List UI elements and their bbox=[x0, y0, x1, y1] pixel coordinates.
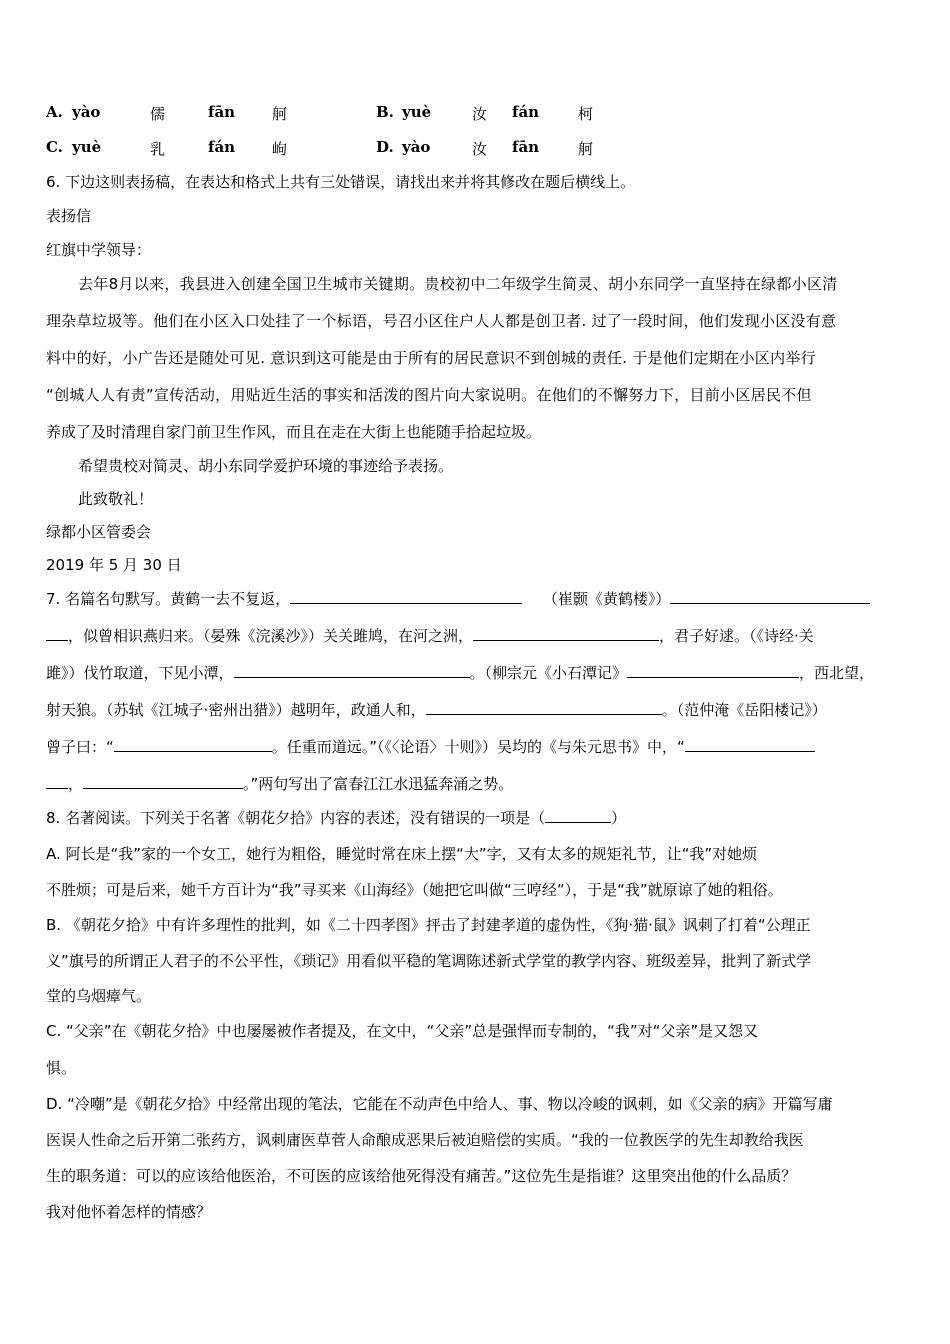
answer-blank[interactable] bbox=[46, 626, 68, 641]
q8-option-line: 生的职务道：可以的应该给他医治，不可医的应该给他死得没有痛苦。”这位先生是指谁？这里突出他的什么品质？ bbox=[46, 1167, 797, 1185]
option-a-label: A. bbox=[46, 103, 63, 121]
q8-option-line: 义”旗号的所谓正人君子的不公平性，《琐记》用看似平稳的笔调陈述新式学堂的教学内容、班级差异，批判了新式学 bbox=[46, 952, 812, 970]
option-b-pinyin1: yuè bbox=[402, 103, 432, 121]
answer-blank[interactable] bbox=[46, 774, 68, 789]
option-a-char2: 舸 bbox=[272, 105, 288, 123]
q7-text: ，君子好逑。（《诗经·关 bbox=[659, 627, 814, 645]
option-c-label: C. bbox=[46, 138, 63, 156]
option-d-label: D. bbox=[376, 138, 394, 156]
q8-option-line: A. 阿长是“我”家的一个女工，她行为粗俗，睡觉时常在床上摆“大”字，又有太多的规矩礼节，让“我”对她烦 bbox=[46, 845, 758, 863]
q8-option-line: 不胜烦；可是后来，她千方百计为“我”寻买来《山海经》（她把它叫做“三哼经”），于是“我”就原谅了她的粗俗。 bbox=[46, 881, 783, 899]
letter-signature: 绿都小区管委会 bbox=[46, 523, 152, 541]
answer-blank[interactable] bbox=[685, 737, 815, 752]
option-d-char1: 汝 bbox=[472, 140, 488, 158]
letter-title: 表扬信 bbox=[46, 207, 92, 225]
q7-text: 7. 名篇名句默写。黄鹤一去不复返， bbox=[46, 590, 291, 608]
q7-text: （崔颢《黄鹤楼》） bbox=[542, 590, 671, 608]
option-c-pinyin2: fán bbox=[208, 138, 236, 156]
q8-prompt-close: ） bbox=[611, 809, 627, 827]
q8-option-line: C. “父亲”在《朝花夕拾》中也屡屡被作者提及，在文中，“父亲”总是强悍而专制的，“我”对“父亲”是又怨又 bbox=[46, 1022, 759, 1040]
option-d-pinyin2: fān bbox=[512, 138, 540, 156]
letter-body-line: 理杂草垃圾等。他们在小区入口处挂了一个标语，号召小区住户人人都是创卫者. 过了一段时间，他们发现小区没有意 bbox=[46, 312, 837, 330]
letter-body-line: 养成了及时清理自家门前卫生作风，而且在走在大街上也能随手拾起垃圾。 bbox=[46, 423, 542, 441]
option-a-pinyin1: yào bbox=[72, 103, 101, 121]
q8-option-line: 我对他怀着怎样的情感？ bbox=[46, 1203, 212, 1221]
q7-text: ，似曾相识燕归来。（晏殊《浣溪沙》）关关雎鸠，在河之洲， bbox=[68, 627, 474, 645]
answer-blank[interactable] bbox=[627, 663, 799, 678]
q7-line-1 bbox=[46, 589, 870, 609]
letter-date: 2019 年 5 月 30 日 bbox=[46, 556, 182, 574]
q7-line-5 bbox=[46, 737, 815, 757]
option-b-pinyin2: fán bbox=[512, 103, 540, 121]
option-b-label: B. bbox=[376, 103, 394, 121]
letter-wish: 希望贵校对简灵、胡小东同学爱护环境的事迹给予表扬。 bbox=[78, 457, 454, 475]
option-d-pinyin1: yào bbox=[402, 138, 431, 156]
option-a-pinyin2: fān bbox=[208, 103, 236, 121]
letter-body-line: 料中的好，小广告还是随处可见. 意识到这可能是由于所有的居民意识不到创城的责任. 于是他们定期在小区内举行 bbox=[46, 349, 816, 367]
q7-text: ，西北望， bbox=[799, 664, 875, 682]
answer-blank[interactable] bbox=[114, 737, 272, 752]
letter-body-line: 去年8月以来，我县进入创建全国卫生城市关键期。贵校初中二年级学生简灵、胡小东同学一直坚持在绿都小区清 bbox=[78, 275, 838, 293]
answer-blank[interactable] bbox=[290, 589, 522, 604]
q7-text: 。（范仲淹《岳阳楼记》） bbox=[661, 701, 827, 719]
letter-salutation: 红旗中学领导： bbox=[46, 241, 152, 259]
answer-blank[interactable] bbox=[426, 700, 662, 715]
answer-blank[interactable] bbox=[670, 589, 870, 604]
answer-blank[interactable] bbox=[83, 774, 243, 789]
q7-text: 。任重而道远。”（《〈论语〉十则》）吴均的《与朱元思书》中，“ bbox=[271, 738, 685, 756]
letter-closing: 此致敬礼！ bbox=[78, 490, 154, 508]
q7-text: 雎》）伐竹取道，下见小潭， bbox=[46, 664, 234, 682]
q7-line-2 bbox=[46, 626, 814, 646]
q7-text: 。”两句写出了富春江江水迅猛奔涌之势。 bbox=[243, 775, 514, 793]
q7-line-4 bbox=[46, 700, 827, 720]
option-c-char1: 乳 bbox=[150, 140, 166, 158]
q7-text: ， bbox=[68, 775, 84, 793]
q7-line-6 bbox=[46, 774, 513, 794]
answer-blank[interactable] bbox=[545, 808, 611, 823]
letter-body-line: “创城人人有责”宣传活动，用贴近生活的事实和活泼的图片向大家说明。在他们的不懈努力下，目前小区居民不但 bbox=[46, 386, 812, 404]
q7-text: 。（柳宗元《小石潭记》 bbox=[469, 664, 628, 682]
q7-text: 射天狼。（苏轼《江城子·密州出猎》）越明年，政通人和， bbox=[46, 701, 426, 719]
q8-option-line: 惧。 bbox=[46, 1059, 77, 1077]
option-c-char2: 岣 bbox=[272, 140, 288, 158]
option-b-char2: 柯 bbox=[578, 105, 594, 123]
q8-prompt bbox=[46, 808, 626, 828]
option-d-char2: 舸 bbox=[578, 140, 594, 158]
option-b-char1: 汝 bbox=[472, 105, 488, 123]
option-c-pinyin1: yuè bbox=[72, 138, 102, 156]
answer-blank[interactable] bbox=[234, 663, 470, 678]
q7-line-3 bbox=[46, 663, 874, 683]
q6-prompt: 6. 下边这则表扬稿，在表达和格式上共有三处错误，请找出来并将其修改在题后横线上。 bbox=[46, 173, 636, 191]
option-a-char1: 儒 bbox=[150, 105, 166, 123]
q8-option-line: D. “冷嘲”是《朝花夕拾》中经常出现的笔法，它能在不动声色中给人、事、物以冷峻的讽刺，如《父亲的病》开篇写庸 bbox=[46, 1095, 833, 1113]
answer-blank[interactable] bbox=[473, 626, 659, 641]
q8-prompt-text: 8. 名著阅读。下列关于名著《朝花夕拾》内容的表述，没有错误的一项是（ bbox=[46, 809, 546, 827]
q8-option-line: 堂的乌烟瘴气。 bbox=[46, 987, 152, 1005]
q8-option-line: 医误人性命之后开第二张药方，讽刺庸医草菅人命酿成恶果后被迫赔偿的实质。“我的一位教医学的先生却教给我医 bbox=[46, 1131, 804, 1149]
q8-option-line: B. 《朝花夕拾》中有许多理性的批判，如《二十四孝图》抨击了封建孝道的虚伪性，《狗·猫·鼠》讽刺了打着“公理正 bbox=[46, 916, 811, 934]
q7-text: 曾子曰：“ bbox=[46, 738, 114, 756]
